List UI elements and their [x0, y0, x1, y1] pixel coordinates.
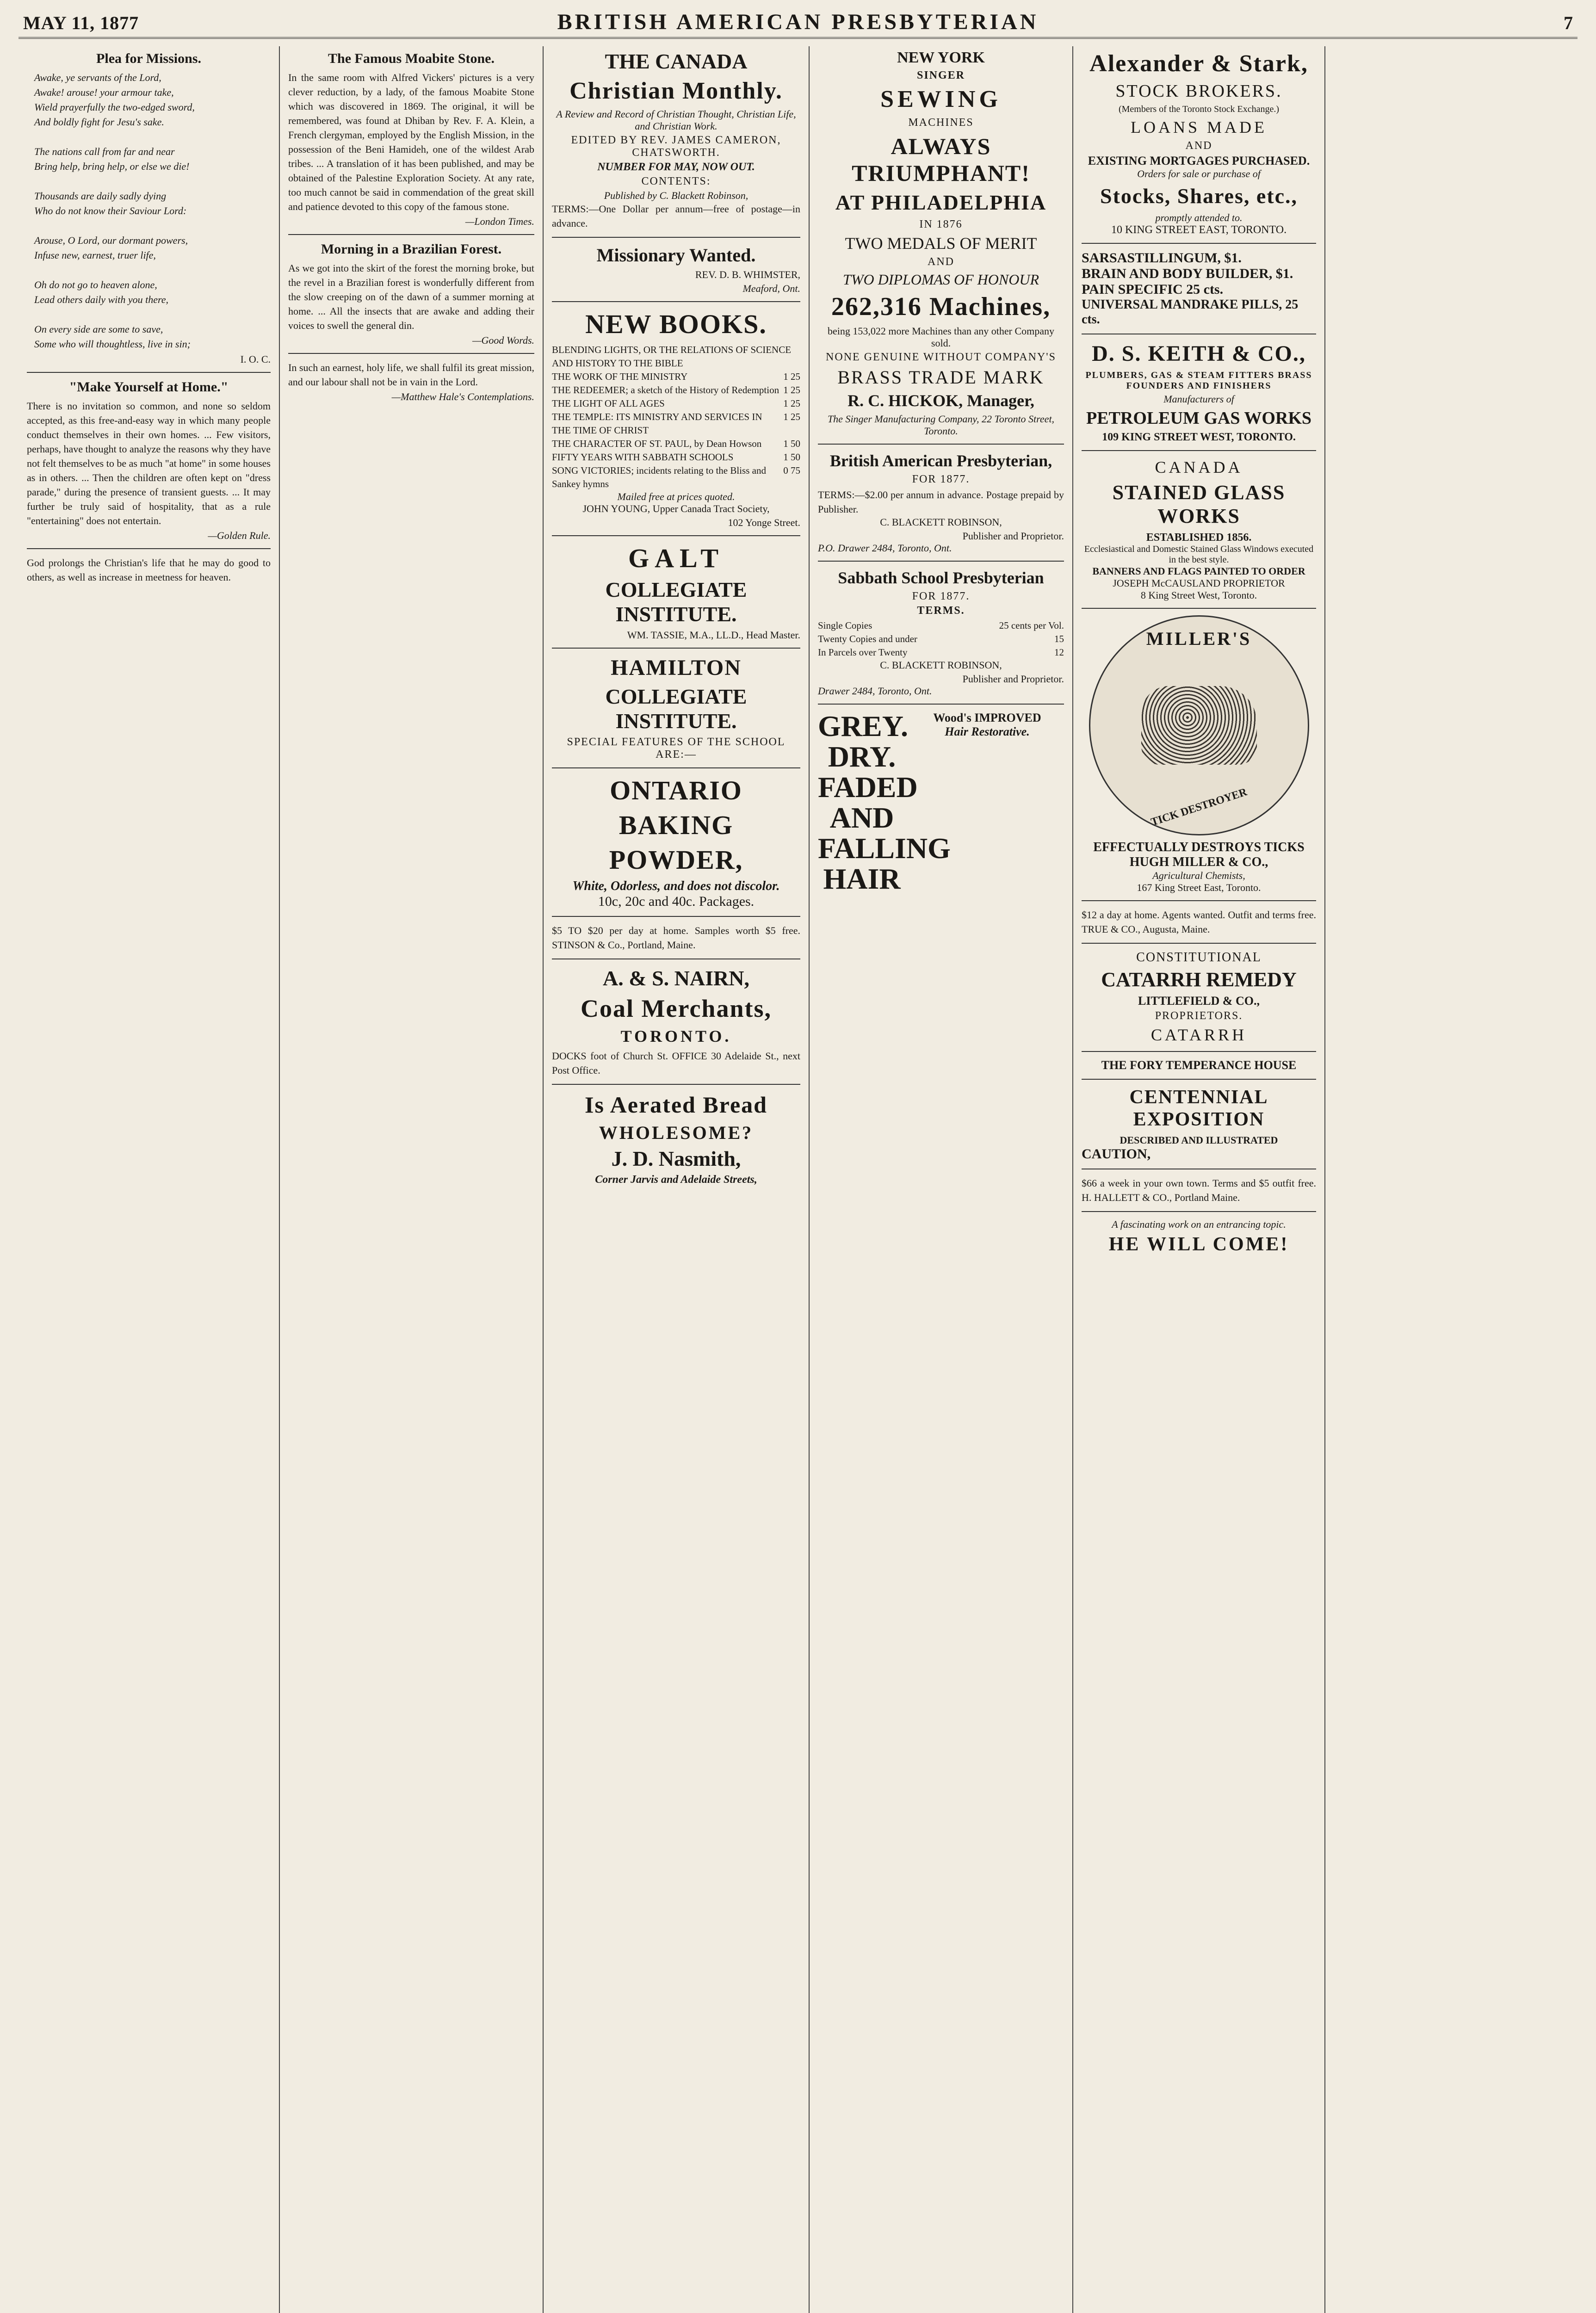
tick-chem: Agricultural Chemists,: [1152, 870, 1245, 881]
nairn-name: A. & S. NAIRN,: [603, 966, 749, 990]
singer-year: IN 1876: [919, 218, 963, 230]
book-list-item: [552, 397, 800, 410]
ss-terms-label: In Parcels over Twenty: [818, 647, 908, 658]
singer-manager: R. C. HICKOK, Manager,: [847, 391, 1034, 410]
ss-terms-row: [818, 632, 1064, 646]
keith-mfr: Manufacturers of: [1163, 393, 1234, 405]
poem-line: [27, 307, 271, 322]
twelve-day-ad: $12 a day at home. Agents wanted. Outfit and terms free. TRUE & CO., Augusta, Maine.: [1082, 909, 1316, 935]
article-source: —Golden Rule.: [208, 530, 271, 541]
ss-publisher: C. BLACKETT ROBINSON,: [880, 659, 1002, 671]
book-title: SONG VICTORIES; incidents relating to the Bliss and Sankey hymns: [552, 465, 766, 489]
keith-sub: PLUMBERS, GAS & STEAM FITTERS BRASS FOUNDERS AND FINISHERS: [1085, 370, 1312, 391]
monthly-sub: A Review and Record of Christian Thought, Christian Life, and Christian Work.: [556, 108, 796, 132]
columns: [19, 46, 1577, 2313]
moabite-body: In the same room with Alfred Vickers' pictures is a very clever reduction, by a lady, of the famous Moabite Stone which was discovered in 1869. The original, it will be remembered, was found at Dhiban by Rev. F. A. Klein, a French clergyman, employed by the English Mission, in the possession of the Beni Hamideh, one of the wildest Arab tribes. ... A translation of it has been published, and may be obtained of the Palestine Exploration Society. At any rate, too much cannot be said in commendation of the great skill and patience devoted to this copy of the famous stone.: [288, 72, 534, 212]
poem-line: Infuse new, earnest, truer life,: [34, 249, 156, 261]
poem-line: Some who will thoughtless, live in sin;: [34, 338, 191, 350]
book-list-item: [552, 451, 800, 464]
poem-line: Awake! arouse! your armour take,: [34, 87, 174, 98]
masthead: [19, 9, 1577, 39]
poem-line: Oh do not go to heaven alone,: [34, 279, 157, 291]
book-price: 1 25: [783, 384, 800, 396]
singer-and: AND: [928, 256, 954, 268]
stark-and: AND: [1185, 140, 1212, 152]
poem-line: Bring help, bring help, or else we die!: [34, 161, 190, 172]
poem-line: Awake, ye servants of the Lord,: [34, 72, 161, 83]
paper-terms: TERMS:—$2.00 per annum in advance. Postage prepaid by Publisher.: [818, 489, 1064, 515]
ss-terms-price: 25 cents per Vol.: [999, 620, 1064, 631]
ss-terms-head: TERMS.: [917, 605, 965, 617]
temperance-title: THE FORY TEMPERANCE HOUSE: [1101, 1058, 1297, 1072]
catarrh-word: CATARRH: [1151, 1026, 1247, 1044]
hair-title: Wood's IMPROVED: [933, 711, 1041, 724]
tick-banner: TICK DESTROYER: [1149, 786, 1249, 829]
brazil-source: —Good Words.: [472, 334, 534, 346]
ss-terms-row: [818, 619, 1064, 632]
book-title: THE REDEEMER; a sketch of the History of Redemption: [552, 384, 779, 396]
missionary-title: Missionary Wanted.: [596, 245, 756, 266]
bread-name: J. D. Nasmith,: [611, 1147, 741, 1170]
paper-publisher-role: Publisher and Proprietor.: [962, 530, 1064, 542]
books-mailed: Mailed free at prices quoted.: [617, 491, 735, 502]
book-title: THE WORK OF THE MINISTRY: [552, 371, 688, 382]
glass-name: JOSEPH McCAUSLAND PROPRIETOR: [1113, 577, 1285, 589]
stark-existing: EXISTING MORTGAGES PURCHASED.: [1088, 154, 1310, 167]
poem-line: [27, 263, 271, 278]
glass-church: Ecclesiastical and Domestic Stained Glass Windows executed in the best style.: [1084, 544, 1314, 565]
book-title: THE LIGHT OF ALL AGES: [552, 398, 665, 409]
book-list-item: [552, 370, 800, 383]
poem-line: Wield prayerfully the two-edged sword,: [34, 101, 195, 113]
column-1: [19, 46, 280, 2313]
monthly-title-2: Christian Monthly.: [569, 78, 783, 104]
brazil-title: Morning in a Brazilian Forest.: [321, 241, 502, 257]
glass-canada: CANADA: [1155, 458, 1243, 476]
column-5: [1073, 46, 1325, 2313]
ss-role: Publisher and Proprietor.: [962, 673, 1064, 685]
ss-terms-price: 15: [1054, 633, 1064, 644]
hamilton-name-2: COLLEGIATE INSTITUTE.: [605, 685, 747, 733]
poem-line: And boldly fight for Jesu's sake.: [34, 116, 164, 128]
missionary-place: Meaford, Ont.: [742, 283, 800, 294]
books-seller: JOHN YOUNG, Upper Canada Tract Society,: [582, 503, 770, 514]
book-title: BLENDING LIGHTS, OR THE RELATIONS OF SCIENCE AND HISTORY TO THE BIBLE: [552, 344, 792, 369]
nairn-city: TORONTO.: [620, 1027, 732, 1045]
hair-title-2: Hair Restorative.: [945, 725, 1030, 738]
poem-line: Who do not know their Saviour Lord:: [34, 205, 187, 216]
bread-title-2: WHOLESOME?: [599, 1122, 754, 1143]
moabite-title: The Famous Moabite Stone.: [328, 51, 495, 66]
nairn-detail: DOCKS foot of Church St. OFFICE 30 Adelaide St., next Post Office.: [552, 1050, 800, 1076]
tick-ring-text: MILLER'S: [1146, 628, 1252, 649]
stark-orders: Orders for sale or purchase of: [1137, 168, 1261, 179]
monthly-editor: EDITED BY REV. JAMES CAMERON, CHATSWORTH.: [571, 134, 781, 159]
baking-name: ONTARIO: [610, 775, 742, 805]
article-title: "Make Yourself at Home.": [69, 379, 229, 395]
mandrake-ad: UNIVERSAL MANDRAKE PILLS, 25 cts.: [1082, 297, 1299, 327]
book-list-item: [552, 437, 800, 451]
ss-terms: [818, 619, 1064, 659]
monthly-terms: TERMS:—One Dollar per annum—free of postage—in advance.: [552, 203, 800, 229]
centennial-caution: CAUTION,: [1082, 1146, 1151, 1162]
page-number: 7: [1564, 12, 1573, 33]
tick-headline: EFFECTUALLY DESTROYS TICKS: [1093, 840, 1305, 854]
stark-sub: STOCK BROKERS.: [1115, 81, 1282, 101]
ss-terms-label: Single Copies: [818, 620, 872, 631]
holy-life-body: In such an earnest, holy life, we shall fulfil its great mission, and our labour shall not be in vain in the Lord.: [288, 362, 534, 388]
paper-publisher: C. BLACKETT ROBINSON,: [880, 516, 1002, 528]
singer-count-sub: being 153,022 more Machines than any other Company sold.: [827, 325, 1054, 349]
poem-line: [27, 174, 271, 189]
book-title: FIFTY YEARS WITH SABBATH SCHOOLS: [552, 451, 734, 463]
poem-lines: [27, 70, 271, 352]
book-list: [552, 343, 800, 491]
poem-signature: I. O. C.: [240, 353, 271, 365]
monthly-publisher: Published by C. Blackett Robinson,: [604, 190, 749, 201]
glass-est: ESTABLISHED 1856.: [1146, 532, 1252, 544]
books-address: 102 Yonge Street.: [728, 517, 800, 528]
missionary-sig: REV. D. B. WHIMSTER,: [695, 269, 800, 280]
paper-title: British American Presbyterian,: [829, 451, 1052, 470]
stark-prompt: promptly attended to.: [1155, 212, 1243, 223]
ss-terms-price: 12: [1054, 647, 1064, 658]
poem-line: On every side are some to save,: [34, 323, 163, 335]
monthly-number: NUMBER FOR MAY, NOW OUT.: [597, 161, 755, 173]
samples-ad: $5 TO $20 per day at home. Samples worth $5 free. STINSON & Co., Portland, Maine.: [552, 925, 800, 951]
newspaper-name: BRITISH AMERICAN PRESBYTERIAN: [557, 10, 1039, 34]
column-4: [810, 46, 1073, 2313]
stark-address: 10 KING STREET EAST, TORONTO.: [1111, 224, 1287, 236]
bread-title: Is Aerated Bread: [585, 1092, 767, 1118]
keith-title: D. S. KEITH & CO.,: [1092, 341, 1306, 366]
ss-terms-label: Twenty Copies and under: [818, 633, 917, 644]
galt-sig: WM. TASSIE, M.A., LL.D., Head Master.: [627, 629, 800, 641]
he-will-come-teaser: A fascinating work on an entrancing topic.: [1112, 1218, 1286, 1230]
book-list-item: [552, 464, 800, 491]
stark-loans: LOANS MADE: [1130, 118, 1267, 136]
monthly-contents: CONTENTS:: [641, 175, 711, 187]
hamilton-sub: SPECIAL FEATURES OF THE SCHOOL ARE:—: [567, 736, 786, 761]
centennial-sub: DESCRIBED AND ILLUSTRATED: [1120, 1134, 1278, 1146]
sixty-six-ad: $66 a week in your own town. Terms and $5 outfit free. H. HALLETT & CO., Portland Maine.: [1082, 1177, 1316, 1203]
moabite-source: —London Times.: [465, 216, 534, 227]
issue-date: MAY 11, 1877: [23, 12, 139, 33]
singer-headline: ALWAYS TRIUMPHANT!: [852, 133, 1030, 186]
sheep-icon: [1141, 686, 1257, 765]
paper-address: P.O. Drawer 2484, Toronto, Ont.: [818, 542, 952, 554]
catarrh-co: LITTLEFIELD & CO.,: [1138, 994, 1260, 1008]
stark-member: (Members of the Toronto Stock Exchange.): [1118, 104, 1280, 114]
hair-ad: [818, 711, 1064, 894]
poem-line: Arouse, O Lord, our dormant powers,: [34, 235, 188, 246]
pain-ad: PAIN SPECIFIC 25 cts.: [1082, 282, 1224, 297]
brain-ad: BRAIN AND BODY BUILDER, $1.: [1082, 266, 1293, 281]
keith-petro: PETROLEUM GAS WORKS: [1086, 408, 1312, 428]
ss-address: Drawer 2484, Toronto, Ont.: [818, 685, 932, 697]
book-list-item: [552, 383, 800, 397]
singer-name: SINGER: [916, 69, 965, 81]
hamilton-name: HAMILTON: [611, 656, 742, 680]
baking-name-3: POWDER,: [609, 845, 743, 875]
column-6: [1325, 46, 1577, 2313]
poem-line: [27, 218, 271, 233]
centennial-title: CENTENNIAL EXPOSITION: [1129, 1087, 1268, 1130]
poem-line: [27, 130, 271, 144]
hair-big: GREY. DRY. FADED AND FALLING HAIR: [818, 710, 951, 895]
glass-banners: BANNERS AND FLAGS PAINTED TO ORDER: [1092, 565, 1305, 577]
stark-stocks: Stocks, Shares, etc.,: [1100, 184, 1298, 208]
galt-name: GALT: [628, 543, 724, 573]
book-list-item: [552, 343, 800, 370]
singer-none: NONE GENUINE WITHOUT COMPANY'S: [826, 351, 1056, 363]
sars-ad: SARSASTILLINGUM, $1.: [1082, 250, 1242, 266]
baking-tag: White, Odorless, and does not discolor.: [572, 879, 780, 893]
singer-company: The Singer Manufacturing Company, 22 Toronto Street, Toronto.: [827, 413, 1055, 437]
baking-name-2: BAKING: [619, 810, 734, 840]
keith-address: 109 KING STREET WEST, TORONTO.: [1102, 431, 1296, 443]
new-books-title: NEW BOOKS.: [585, 309, 767, 339]
book-price: 1 50: [783, 438, 800, 449]
singer-sewing: SEWING: [880, 86, 1002, 112]
tick-hugh: HUGH MILLER & CO.,: [1129, 855, 1268, 869]
monthly-title: THE CANADA: [605, 49, 748, 73]
singer-medals: TWO MEDALS OF MERIT: [845, 234, 1037, 253]
poem-line: The nations call from far and near: [34, 146, 175, 157]
ss-year: FOR 1877.: [912, 590, 970, 602]
ss-title: Sabbath School Presbyterian: [838, 569, 1044, 587]
paper-year: FOR 1877.: [912, 473, 970, 485]
book-price: 1 25: [783, 411, 800, 422]
he-will-come-title: HE WILL COME!: [1108, 1234, 1289, 1255]
bread-address: Corner Jarvis and Adelaide Streets,: [595, 1174, 757, 1186]
tick-destroyer-illustration: [1089, 615, 1309, 835]
singer-trademark: BRASS TRADE MARK: [837, 367, 1045, 388]
book-price: 1 25: [783, 371, 800, 382]
book-price: 0 75: [783, 465, 800, 476]
column-2: [280, 46, 544, 2313]
column-3: [544, 46, 810, 2313]
nairn-line: Coal Merchants,: [581, 995, 772, 1022]
singer-diplomas: TWO DIPLOMAS OF HONOUR: [843, 271, 1039, 288]
galt-name-2: COLLEGIATE INSTITUTE.: [605, 578, 747, 626]
closing-paragraph: God prolongs the Christian's life that he may do good to others, as well as increase in meetness for heaven.: [27, 557, 271, 583]
glass-address: 8 King Street West, Toronto.: [1140, 589, 1257, 601]
poem-title: Plea for Missions.: [96, 51, 201, 66]
book-list-item: [552, 410, 800, 437]
article-body: There is no invitation so common, and none so seldom accepted, as this free-and-easy way in which many people conduct themselves in their own homes. ... Few visitors, perhaps, have thought to analyze the reasons why they have not felt themselves to be as much "at home" in some houses as in others. ... Then the children are often kept on "dress parade," during the presence of transient guests. ... It may further be truly said of hospitality, that as a rule "entertaining" does not entertain.: [27, 400, 271, 526]
catarrh-title: CATARRH REMEDY: [1101, 968, 1297, 991]
catarrh-constitutional: CONSTITUTIONAL: [1136, 950, 1262, 965]
ss-terms-row: [818, 646, 1064, 659]
holy-life-source: —Matthew Hale's Contemplations.: [391, 391, 534, 402]
brazil-body: As we got into the skirt of the forest the morning broke, but the revel in a Brazilian forest is wonderfully different from the slow creeping on of the dawn of a summer morning at home. ... All the insects that are awake and adding their voices to swell the general din.: [288, 262, 534, 331]
catarrh-prop: PROPRIETORS.: [1155, 1010, 1243, 1022]
glass-title: STAINED GLASS WORKS: [1112, 481, 1286, 527]
singer-philly: AT PHILADELPHIA: [835, 191, 1047, 214]
singer-machines: MACHINES: [908, 117, 974, 129]
baking-prices: 10c, 20c and 40c. Packages.: [598, 894, 755, 909]
book-price: 1 25: [783, 398, 800, 409]
singer-count: 262,316 Machines,: [831, 292, 1051, 321]
singer-top: NEW YORK: [897, 49, 985, 66]
book-price: 1 50: [783, 451, 800, 463]
poem-line: Lead others daily with you there,: [34, 294, 169, 305]
poem-line: Thousands are daily sadly dying: [34, 190, 167, 202]
book-title: THE CHARACTER OF ST. PAUL, by Dean Howson: [552, 438, 762, 449]
stark-title: Alexander & Stark,: [1089, 50, 1308, 77]
tick-address: 167 King Street East, Toronto.: [1137, 882, 1261, 893]
book-title: THE TEMPLE: ITS MINISTRY AND SERVICES IN THE TIME OF CHRIST: [552, 411, 762, 436]
